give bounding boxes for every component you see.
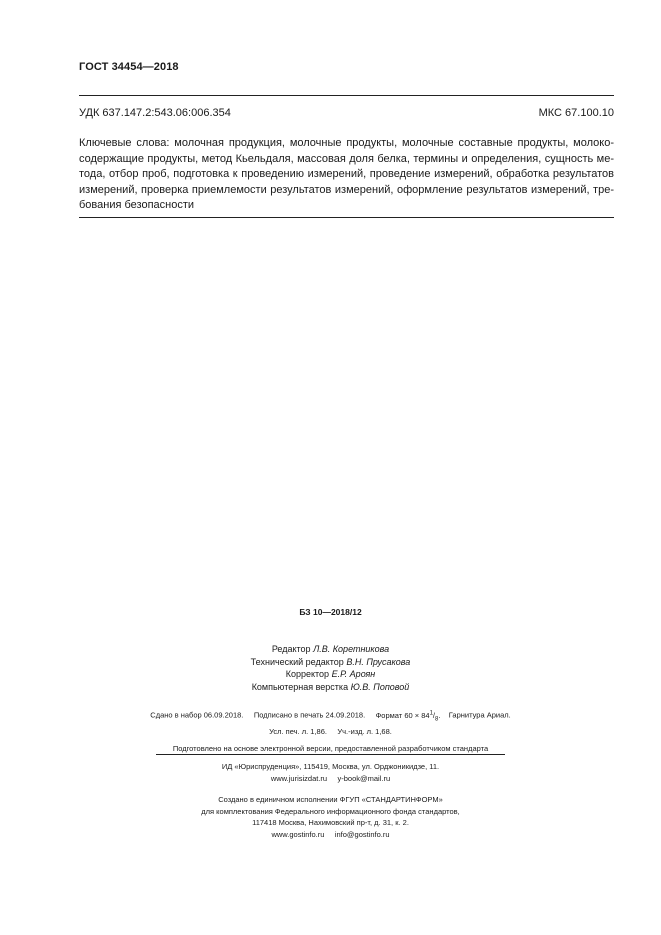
imprint-block: [0, 708, 661, 755]
layout-name: Ю.В. Поповой: [350, 681, 410, 692]
publisher-block: [0, 761, 661, 841]
typeface: Гарнитура Ариал.: [448, 710, 511, 720]
keywords-line: Ключевые слова: молочная продукция, молочные продукты, молочные составные продукты, молоко-: [79, 137, 614, 149]
keywords-line: бования безопасности: [79, 199, 195, 212]
standartinform-address: 117418 Москва, Нахимовский пр-т, д. 31, к. 2.: [252, 818, 409, 828]
fund-note: для комплектования Федерального информационного фонда стандартов,: [201, 806, 460, 816]
publisher-sheets: Уч.-изд. л. 1,68.: [337, 726, 392, 736]
publisher-contacts: [0, 773, 661, 785]
standard-number: ГОСТ 34454—2018: [79, 61, 179, 73]
imprint-line-1: [0, 708, 661, 726]
gostinfo-email-link[interactable]: info@gostinfo.ru: [334, 829, 390, 839]
layout-line: Компьютерная верстка Ю.В. Поповой: [251, 681, 410, 692]
publisher-address: ИД «Юриспруденция», 115419, Москва, ул. Орджоникидзе, 11.: [221, 762, 440, 771]
tech-editor-line: Технический редактор В.Н. Прусакова: [250, 656, 411, 667]
submitted-date: Сдано в набор 06.09.2018.: [150, 710, 244, 720]
mks-code: МКС 67.100.10: [538, 107, 614, 119]
standartinform-contacts: [0, 829, 661, 841]
tech-editor-name: В.Н. Прусакова: [346, 656, 411, 667]
imprint-divider: [156, 754, 505, 755]
corrector-name: Е.Р. Ароян: [331, 669, 376, 680]
bz-number: БЗ 10—2018/12: [299, 607, 362, 617]
keywords-block: [79, 136, 614, 214]
paper-format: Формат $60 \times 84^1/_8$.: [375, 710, 441, 722]
editor-name: Л.В. Коретникова: [313, 644, 390, 654]
print-sheets: Усл. печ. л. 1,86.: [269, 726, 327, 736]
top-divider: [79, 95, 614, 96]
bottom-divider: [79, 217, 614, 218]
keywords-line: тода, отбор проб, подготовка к проведению измерений, проведение измерений, обработка результатов: [79, 168, 614, 181]
editor-line: Редактор Л.В. Коретникова: [271, 644, 390, 654]
prepared-note: Подготовлено на основе электронной версии, предоставленной разработчиком стандарта: [172, 744, 489, 753]
signed-date: Подписано в печать 24.09.2018.: [253, 710, 366, 720]
credits-block: [0, 643, 661, 693]
keywords-line: измерений, проверка приемлемости результатов измерений, оформление результатов измерений, тре-: [79, 183, 614, 196]
publisher-email-link[interactable]: y-book@mail.ru: [337, 773, 391, 783]
imprint-line-2: [0, 726, 661, 738]
corrector-line: Корректор Е.Р. Ароян: [285, 669, 376, 680]
created-note: Создано в единичном исполнении ФГУП «СТАНДАРТИНФОРМ»: [218, 795, 443, 805]
udk-code: УДК 637.147.2:543.06:006.354: [79, 107, 231, 119]
gostinfo-site-link[interactable]: www.gostinfo.ru: [271, 829, 325, 839]
publisher-site-link[interactable]: www.jurisizdat.ru: [270, 773, 328, 783]
keywords-line: содержащие продукты, метод Кьельдаля, массовая доля белка, термины и определения, сущность ме-: [79, 152, 614, 165]
